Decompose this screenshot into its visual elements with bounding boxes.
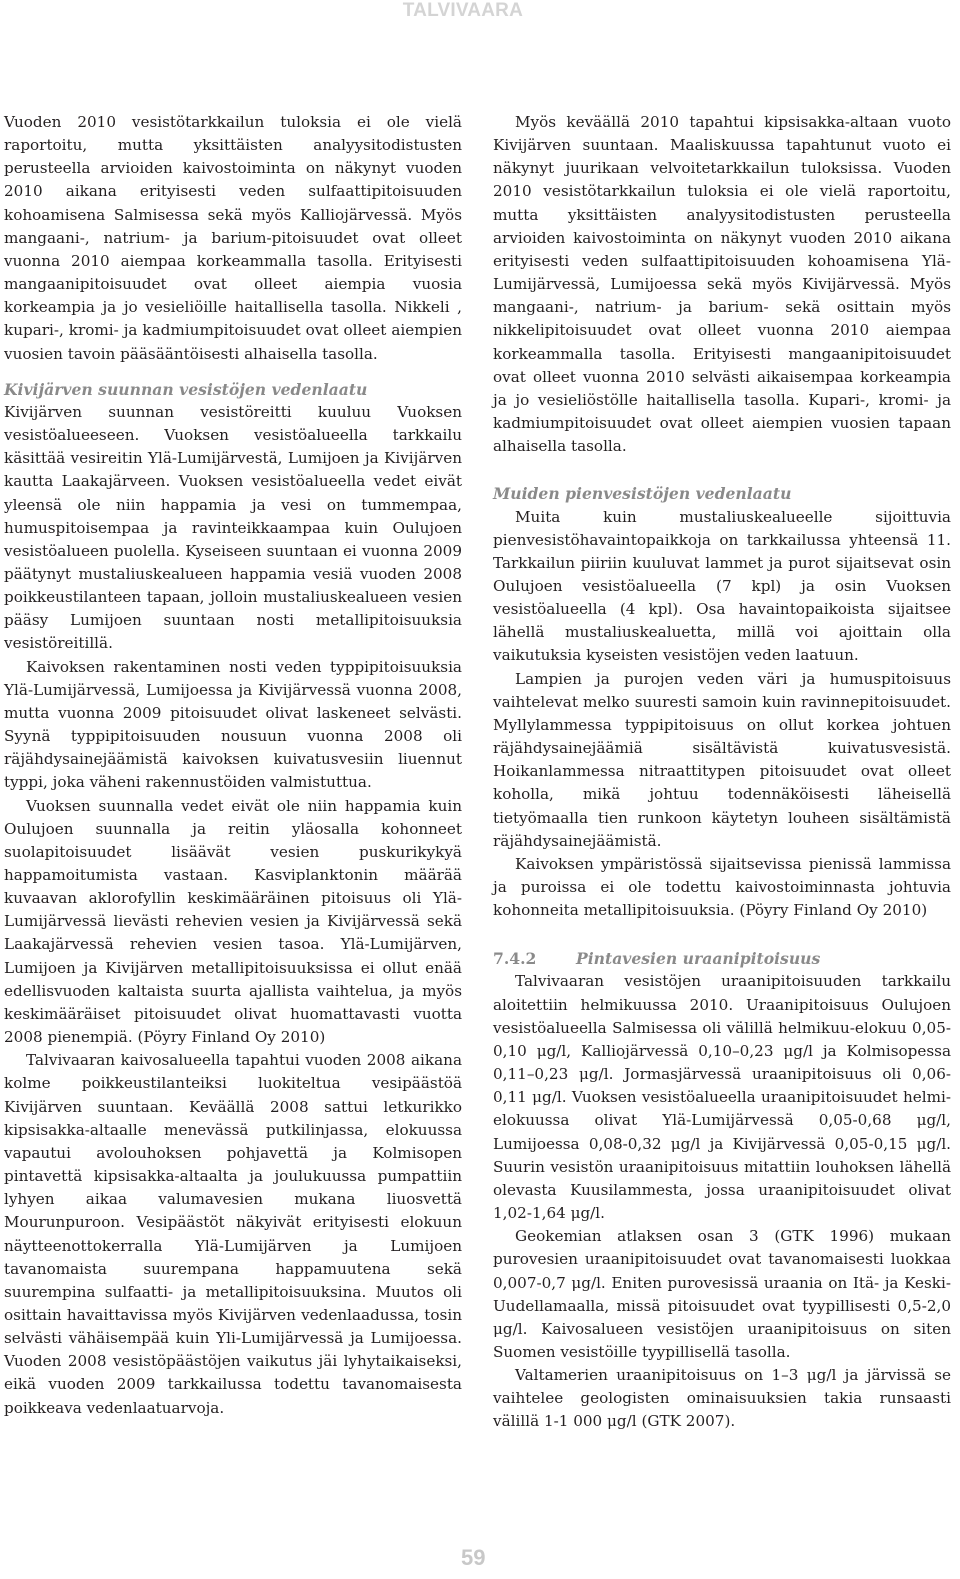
section-title: Pintavesien uraanipitoisuus [576, 949, 821, 969]
paragraph: Muita kuin mustaliuskealueelle sijoittuvia pienvesistöhavaintopaikkoja on tarkkailussa yhteensä 11. Tarkkailun piiriin kuuluvat lammet ja purot sijaitsevat osin Oulujoen vesistöalueella (7 kpl) ja osin Vuoksen vesistöalueella (4 kpl). Osa havaintopaikoista sijaitsee lähellä mustaliuskealuetta, millä voi ajoittain olla vaikutuksia kyseisten vesistöjen veden laatuun. [493, 507, 951, 665]
section-heading-numbered [493, 947, 951, 970]
paragraph: Talvivaaran kaivosalueella tapahtui vuoden 2008 aikana kolme poikkeustilanteiksi luokiteltua vesipäästöä Kivijärven suuntaan. Keväällä 2008 sattui letkurikko kipsisakka-altaalle menevässä putkilinjassa, elokuussa vapautui avolouhoksen pohjavettä ja Kolmisopen pintavettä kipsisakka-altaalta ja joulukuussa pumpattiin lyhyen aikaa valumavesien mukana liuosvettä Mourunpuroon. Vesipäästöt näkyivät erityisesti elokuun näytteenottokerralla Ylä-Lumijärven ja Lumijoen tavanomaista suurempana happamuutena sekä suurempina sulfaatti- ja metallipitoisuuksina. Muutos oli osittain havaittavissa myös Kivijärven vedenlaadussa, tosin selvästi vähäisempää kuin Yli-Lumijärvessä ja Lumijoessa. Vuoden 2008 vesistöpäästöjen vaikutus jäi lyhytaikaiseksi, eikä vuoden 2009 tarkkailussa todettu tavanomaisesta poikkeava vedenlaatuarvoja. [4, 1051, 462, 1417]
section-number: 7.4.2 [493, 949, 537, 969]
paragraph: Vuoksen suunnalla vedet eivät ole niin happamia kuin Oulujoen suunnalla ja reitin yläosalla kohonneet suolapitoisuudet lisäävät vesien puskurikykyä happamoitumista vastaan. Kasviplanktonin määrää kuvaavan aklorofyllin keskimääräinen pitoisuus oli Ylä-Lumijärvessä lievästi rehevien vesien ja Kivijärvessä sekä Laakajärvessä rehevien vesien tasoa. Ylä-Lumijärven, Lumijoen ja Kivijärven metallipitoisuuksissa ei ollut enää edellisvuoden kaltaista suurta ajallista vaihtelua, ja myös keskimääräiset pitoisuudet olivat huomattavasti vuotta 2008 pienempiä. (Pöyry Finland Oy 2010) [4, 796, 462, 1047]
paragraph: Vuoden 2010 vesistötarkkailun tuloksia ei ole vielä raportoitu, mutta yksittäisten analyysitodistusten perusteella arvioiden kaivostoiminta on näkynyt vuoden 2010 aikana erityisesti veden sulfaattipitoisuuden kohoamisena Salmisessa sekä myös Kalliojärvessä. Myös mangaani-, natrium- ja barium-pitoisuudet ovat olleet vuonna 2010 aiempaa korkeammalla tasolla. Erityisesti mangaanipitoisuudet ovat olleet aiempia vuosia korkeampia ja jo vesieliöille haitallisella tasolla. Nikkeli , kupari-, kromi- ja kadmiumpitoisuudet ovat olleet aiempien vuosien tavoin pääsääntöisesti alhaisella tasolla. [4, 113, 462, 363]
paragraph: Valtamerien uraanipitoisuus on 1–3 μg/l ja järvissä se vaihtelee geologisten ominaisuuksien takia runsaasti välillä 1-1 000 μg/l (GTK 2007). [493, 1366, 951, 1431]
paragraph: Kaivoksen rakentaminen nosti veden typpipitoisuuksia Ylä-Lumijärvessä, Lumijoessa ja Kivijärvessä vuonna 2008, mutta vuonna 2009 pitoisuudet olivat laskeneet selvästi. Syynä typpipitoisuuden nousuun vuonna 2008 oli räjähdysainejäämistä kaivoksen kuivatusvesiin liuennut typpi, joka väheni rakennustöiden valmistuttua. [4, 657, 462, 792]
paragraph: Geokemian atlaksen osan 3 (GTK 1996) mukaan purovesien uraanipitoisuudet ovat tavanomaisesti luokkaa 0,007-0,7 μg/l. Eniten purovesissä uraania on Itä- ja Keski-Uudellamaalla, missä pitoisuudet ovat tyypillisesti 0,5-2,0 μg/l. Kaivosalueen vesistöjen uraanipitoisuus on siten Suomen vesistöille tyypillisellä tasolla. [493, 1227, 951, 1361]
paragraph: Talvivaaran vesistöjen uraanipitoisuuden tarkkailu aloitettiin helmikuussa 2010. Uraanipitoisuus Oulujoen vesistöalueella Salmisessa oli välillä helmikuu-elokuu 0,05-0,10 μg/l, Kalliojärvessä 0,10–0,23 μg/l ja Kolmisopessa 0,11–0,23 μg/l. Jormasjärvessä uraanipitoisuus oli 0,06-0,11 μg/l. Vuoksen vesistöalueella uraanipitoisuudet helmi-elokuussa olivat Ylä-Lumijärvessä 0,05-0,68 μg/l, Lumijoessa 0,08-0,32 μg/l ja Kivijärvessä 0,05-0,15 μg/l. Suurin vesistön uraanipitoisuus mitattiin louhoksen lähellä olevasta Kuusilammesta, jossa uraanipitoisuudet olivat 1,02-1,64 μg/l. [493, 972, 951, 1223]
paragraph: Lampien ja purojen veden väri ja humuspitoisuus vaihtelevat melko suuresti samoin kuin ravinnepitoisuudet. Myllylammessa typpipitoisuus on ollut korkea johtuen räjähdysainejäämiä sisältävistä kuivatusvesistä. Hoikanlammessa nitraattitypen pitoisuudet ovat olleet koholla, mikä johtuu todennäköisesti läheisellä tietyömaalla tien runkoon käytetyn louheen sisältämistä räjähdysainejäämistä. [493, 669, 951, 850]
section-heading: Kivijärven suunnan vesistöjen vedenlaatu [4, 379, 368, 399]
page-number: 59 [461, 1545, 486, 1570]
running-header: TALVIVAARA [402, 0, 523, 21]
left-column [4, 111, 462, 1420]
right-column [493, 111, 951, 1434]
paragraph: Kivijärven suunnan vesistöreitti kuuluu Vuoksen vesistöalueeseen. Vuoksen vesistöalueella tarkkailu käsittää vesireitin Ylä-Lumijärvestä, Lumijoen ja Kivijärven kautta Laakajärveen. Vuoksen vesistöalueella vedet eivät yleensä ole niin happamia ja vesi on tummempaa, humuspitoisempaa ja ravinteikkaampaa kuin Oulujoen vesistöalueen puolella. Kyseiseen suuntaan ei vuonna 2009 päätynyt mustaliuskealueen happamia vesiä vuoden 2008 poikkeustilanteen tapaan, jolloin mustaliuskealueen vesien pääsy Lumijoen suuntaan nosti metallipitoisuuksia vesistöreitillä. [4, 402, 462, 653]
paragraph: Kaivoksen ympäristössä sijaitsevissa pienissä lammissa ja puroissa ei ole todettu kaivostoiminnasta johtuvia kohonneita metallipitoisuuksia. (Pöyry Finland Oy 2010) [493, 854, 951, 920]
section-heading: Muiden pienvesistöjen vedenlaatu [493, 484, 792, 504]
paragraph: Myös keväällä 2010 tapahtui kipsisakka-altaan vuoto Kivijärven suuntaan. Maaliskuussa tapahtunut vuoto ei näkynyt juurikaan velvoitetarkkailun tuloksissa. Vuoden 2010 vesistötarkkailun tuloksia ei ole vielä raportoitu, mutta yksittäisten analyysitodistusten perusteella arvioiden kaivostoiminta on näkynyt vuoden 2010 aikana erityisesti veden sulfaattipitoisuuden kohoamisena Ylä-Lumijärvessä, Lumijoessa sekä myös Kivijärvessä. Myös mangaani-, natrium- ja barium- sekä osittain myös nikkelipitoisuudet ovat olleet vuonna 2010 aiempaa korkeammalla tasolla. Erityisesti mangaanipitoisuudet ovat olleet vuonna 2010 selvästi aikaisempaa korkeampia ja jo vesieliöstölle haitallisella tasolla. Kupari-, kromi- ja kadmiumpitoisuudet ovat olleet aiempien vuosien tapaan alhaisella tasolla. [493, 113, 951, 456]
